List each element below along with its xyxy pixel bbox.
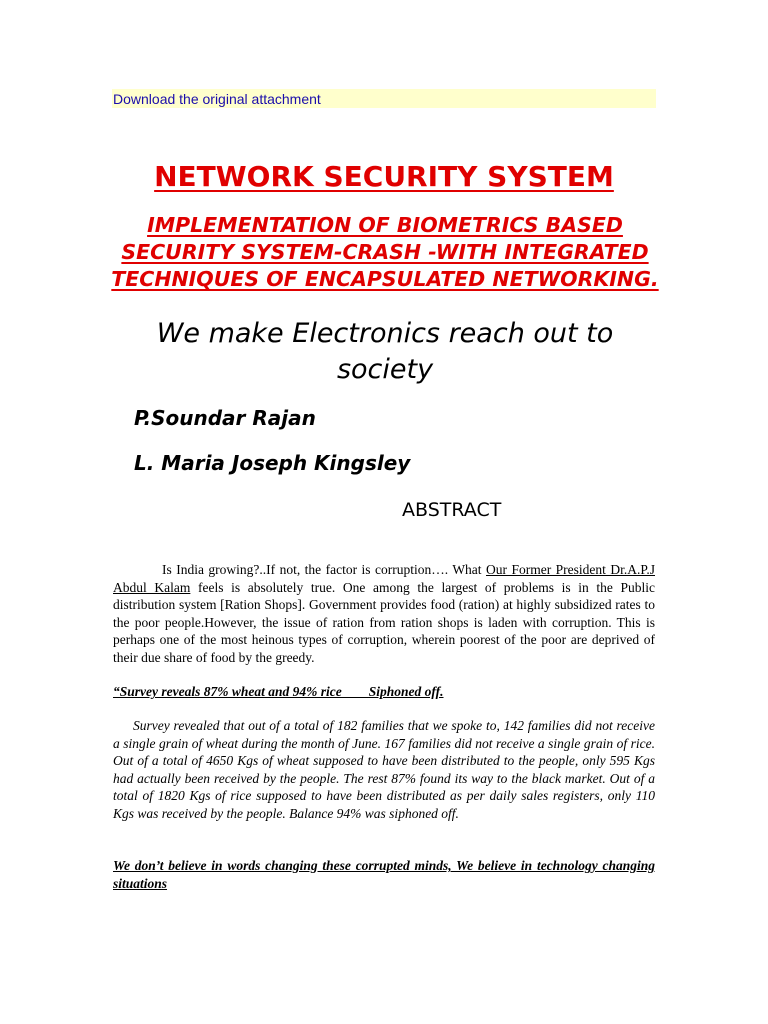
underlined-reference: Our Former President Dr.A.P.J Abdul Kalam xyxy=(113,562,655,595)
paragraph-text: Is India growing?..If not, the factor is corruption…. What xyxy=(162,562,487,577)
closing-statement: We don’t believe in words changing these corrupted minds, We believe in technology changing situations xyxy=(113,858,655,891)
document-subtitle: IMPLEMENTATION OF BIOMETRICS BASED SECURITY SYSTEM-CRASH -WITH INTEGRATED TECHNIQUES OF ENCAPSULATED NETWORKING. xyxy=(111,213,659,291)
document-title: NETWORK SECURITY SYSTEM xyxy=(154,160,614,193)
abstract-paragraph xyxy=(113,561,655,666)
paragraph-text: feels is absolutely true. One among the largest of problems is in the Public distribution system [Ration Shops]. Government provides food (ration) at highly subsidized rates to the poor people.However, the issue of ration from ration shops is laden with corruption. This is perhaps one of the most heinous types of corruption, wherein poorest of the poor are deprived of their due share of food by the greedy. xyxy=(113,579,655,665)
survey-paragraph: Survey revealed that out of a total of 182 families that we spoke to, 142 families did not receive a single grain of wheat during the month of June. 167 families did not receive a single grain of rice. Out of a total of 4650 Kgs of wheat supposed to have been distributed to the people, only 595 Kgs had actually been received by the people. The rest 87% found its way to the black market. Out of a total of 1820 Kgs of rice supposed to have been distributed as per daily sales registers, only 110 Kgs was received by the people. Balance 94% was siphoned off. xyxy=(113,718,655,821)
abstract-heading: ABSTRACT xyxy=(402,499,502,521)
survey-heading: “Survey reveals 87% wheat and 94% rice Siphoned off. xyxy=(113,684,444,699)
author-name: L. Maria Joseph Kingsley xyxy=(134,451,411,475)
tagline: We make Electronics reach out to society xyxy=(156,318,614,385)
author-name: P.Soundar Rajan xyxy=(134,406,316,430)
download-original-attachment-link[interactable]: Download the original attachment xyxy=(113,91,321,107)
